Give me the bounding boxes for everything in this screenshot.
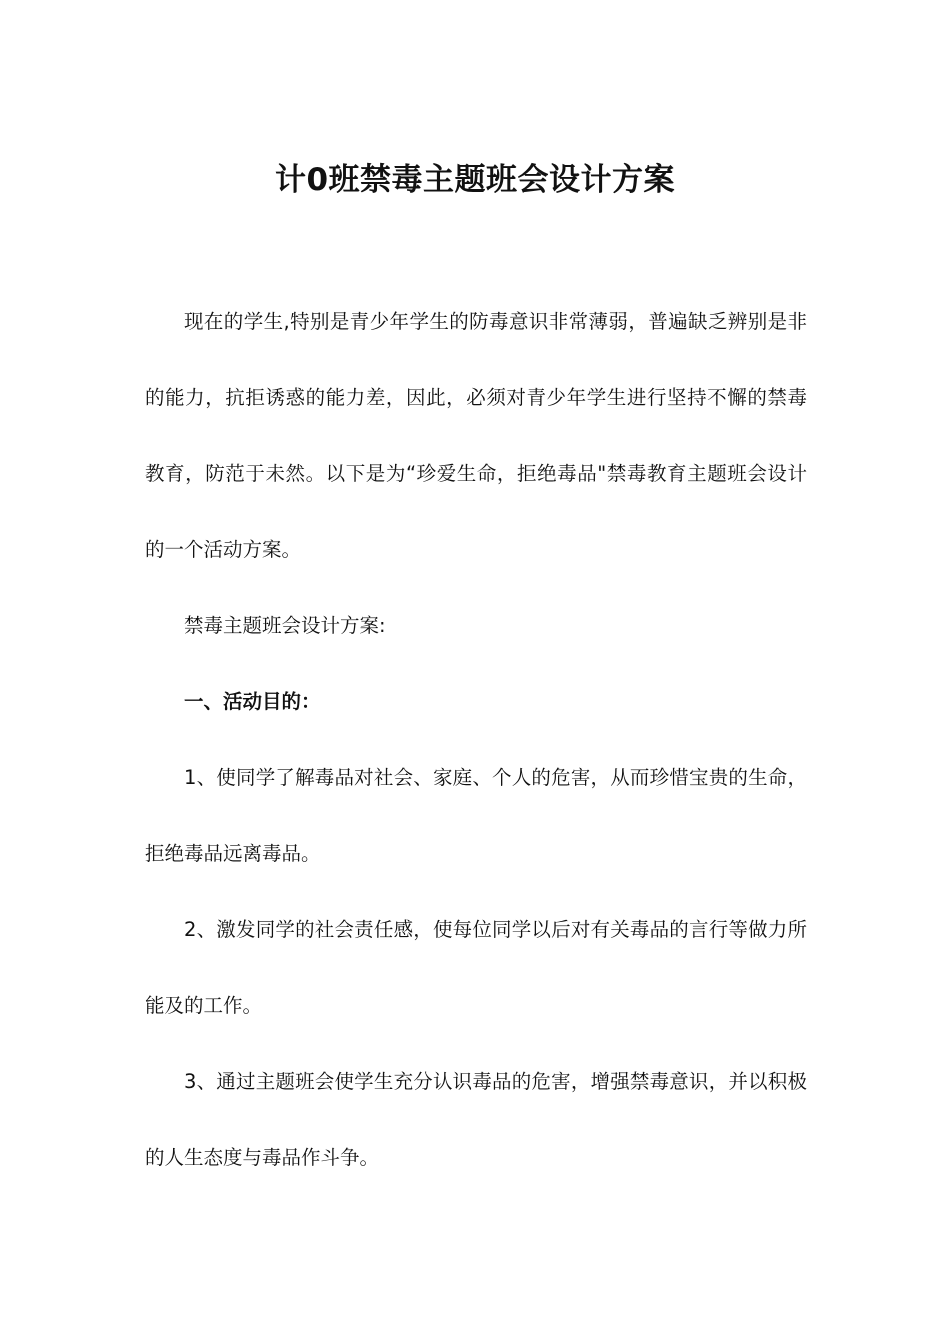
document-title: 计0班禁毒主题班会设计方案 bbox=[274, 162, 676, 198]
section-heading-purpose: 一、活动目的： bbox=[184, 690, 321, 713]
document-body bbox=[145, 284, 807, 1196]
plan-label: 禁毒主题班会设计方案: bbox=[184, 614, 386, 637]
purpose-item-1: 1、使同学了解毒品对社会、家庭、个人的危害，从而珍惜宝贵的生命，拒绝毒品远离毒品。 bbox=[145, 766, 807, 865]
purpose-item-2: 2、激发同学的社会责任感，使每位同学以后对有关毒品的言行等做力所能及的工作。 bbox=[145, 918, 807, 1017]
intro-paragraph: 现在的学生,特别是青少年学生的防毒意识非常薄弱，普遍缺乏辨别是非的能力，抗拒诱惑的能力差，因此，必须对青少年学生进行坚持不懈的禁毒教育，防范于未然。以下是为“珍爱生命，拒绝毒品"禁毒教育主题班会设计的一个活动方案。 bbox=[145, 310, 807, 561]
purpose-item-3: 3、通过主题班会使学生充分认识毒品的危害，增强禁毒意识，并以积极的人生态度与毒品作斗争。 bbox=[145, 1070, 807, 1169]
